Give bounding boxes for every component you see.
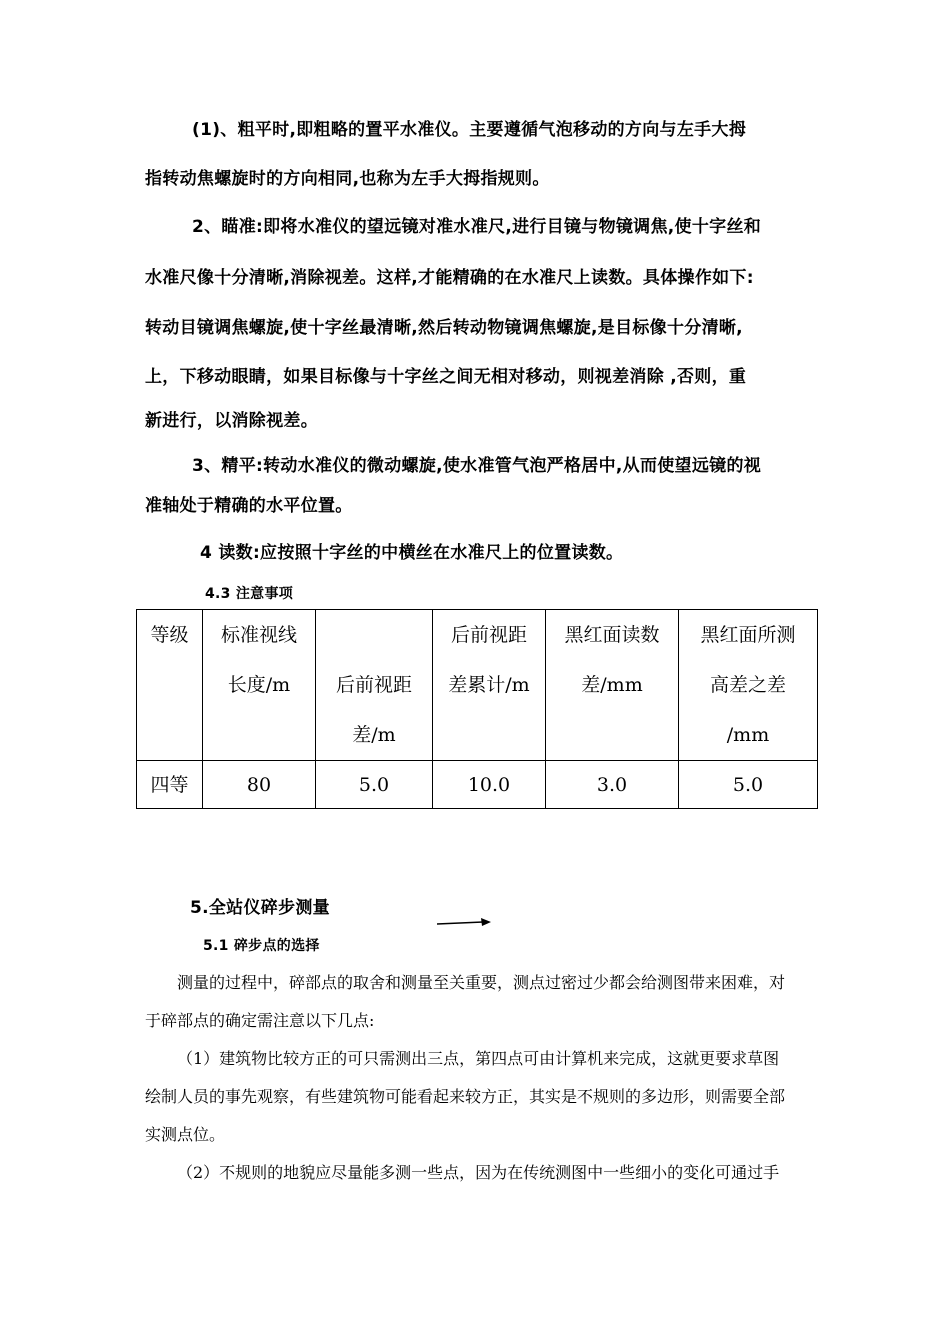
step1-line1: (1)、粗平时,即粗略的置平水准仪。主要遵循气泡移动的方向与左手大拇	[192, 120, 747, 140]
para2-line2: 绘制人员的事先观察，有些建筑物可能看起来较方正，其实是不规则的多边形，则需要全部	[145, 1087, 786, 1106]
section-5-1-heading: 5.1 碎步点的选择	[203, 938, 320, 954]
section-4-3-heading: 4.3 注意事项	[205, 586, 294, 602]
table-row	[137, 761, 818, 809]
header-standard-sight-length: 标准视线 长度/m	[203, 610, 316, 761]
step2-line4: 上，下移动眼睛，如果目标像与十字丝之间无相对移动，则视差消除 ,否则，重	[145, 367, 747, 387]
header-black-red-reading-difference: 黑红面读数 差/mm	[546, 610, 679, 761]
step2-line3: 转动目镜调焦螺旋,使十字丝最清晰,然后转动物镜调焦螺旋,是目标像十分清晰,	[145, 318, 743, 338]
section-5-heading: 5.全站仪碎步测量	[190, 898, 330, 918]
para2-line3: 实测点位。	[145, 1125, 226, 1144]
step2-line5: 新进行，以消除视差。	[145, 411, 318, 431]
header-cumulative-sight-difference: 后前视距 差累计/m	[433, 610, 546, 761]
header-black-red-height-difference: 黑红面所测 高差之差 /mm	[679, 610, 818, 761]
step3-line2: 准轴处于精确的水平位置。	[145, 496, 353, 516]
para2-line1: （1）建筑物比较方正的可只需测出三点，第四点可由计算机来完成，这就更要求草图	[177, 1049, 780, 1068]
table-header-row	[137, 610, 818, 761]
header-sight-distance-difference: 后前视距 差/m	[316, 610, 433, 761]
requirements-table	[136, 609, 818, 809]
table-cell: 10.0	[433, 761, 546, 809]
step4-line: 4 读数:应按照十字丝的中横丝在水准尺上的位置读数。	[200, 543, 624, 563]
step2-line1: 2、瞄准:即将水准仪的望远镜对准水准尺,进行目镜与物镜调焦,使十字丝和	[192, 217, 762, 237]
step3-line1: 3、精平:转动水准仪的微动螺旋,使水准管气泡严格居中,从而使望远镜的视	[192, 456, 762, 476]
table-cell: 四等	[137, 761, 203, 809]
table-cell: 5.0	[316, 761, 433, 809]
para1-line2: 于碎部点的确定需注意以下几点:	[145, 1011, 375, 1030]
para3-line1: （2）不规则的地貌应尽量能多测一些点，因为在传统测图中一些细小的变化可通过手	[177, 1163, 780, 1182]
arrow-right-icon	[437, 917, 491, 929]
header-grade: 等级	[137, 610, 203, 761]
para1-line1: 测量的过程中，碎部点的取舍和测量至关重要，测点过密过少都会给测图带来困难，对	[177, 973, 786, 992]
step2-line2: 水准尺像十分清晰,消除视差。这样,才能精确的在水准尺上读数。具体操作如下:	[145, 268, 754, 288]
step1-line2: 指转动焦螺旋时的方向相同,也称为左手大拇指规则。	[145, 169, 550, 189]
table-cell: 5.0	[679, 761, 818, 809]
table-cell: 3.0	[546, 761, 679, 809]
table-cell: 80	[203, 761, 316, 809]
